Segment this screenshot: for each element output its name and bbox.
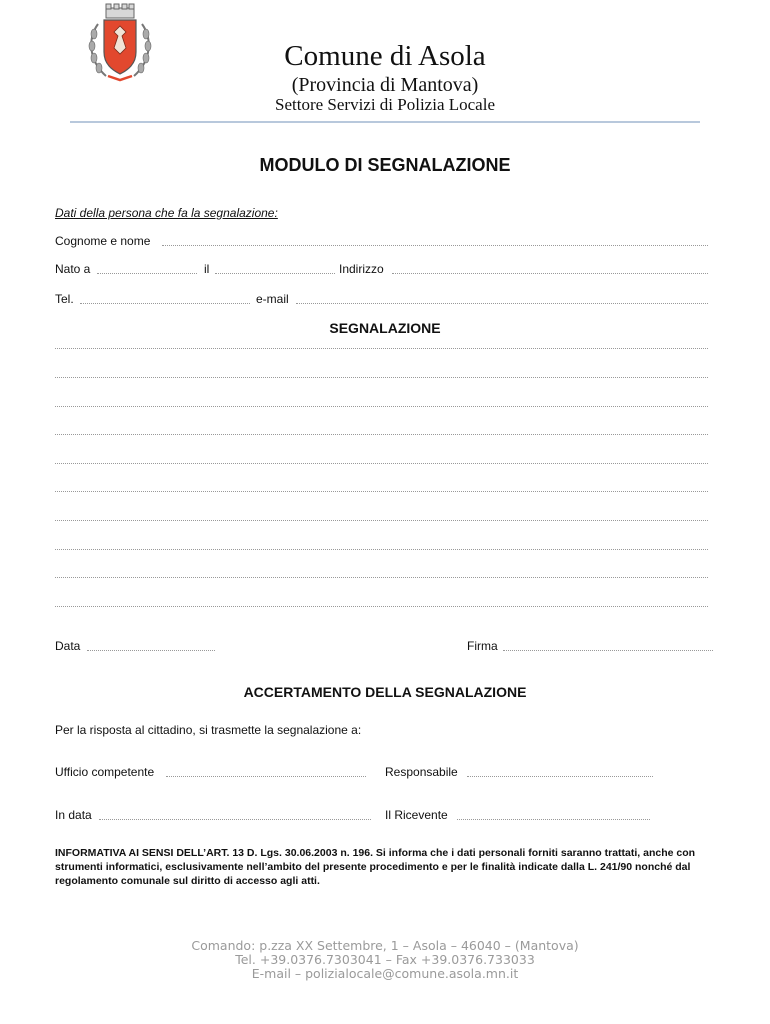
footer-email: E-mail – polizialocale@comune.asola.mn.it: [251, 966, 519, 981]
form-title: MODULO DI SEGNALAZIONE: [259, 155, 511, 175]
report-line[interactable]: [55, 377, 708, 378]
report-line[interactable]: [55, 606, 708, 607]
footer-address: Comando: p.zza XX Settembre, 1 – Asola – 46040 – (Mantova): [191, 938, 579, 953]
receiver-field[interactable]: [457, 819, 650, 820]
birth-date-field[interactable]: [215, 273, 335, 274]
report-line[interactable]: [55, 520, 708, 521]
surname-name-label: Cognome e nome: [55, 234, 151, 248]
birth-date-label: il: [204, 262, 210, 276]
receiver-label: Il Ricevente: [385, 808, 448, 822]
in-date-field[interactable]: [99, 819, 371, 820]
report-line[interactable]: [55, 434, 708, 435]
privacy-notice: INFORMATIVA AI SENSI DELL’ART. 13 D. Lgs. 30.06.2003 n. 196. Si informa che i dati personali forniti saranno trattati, anche con strumenti informatici, esclusivamente nell’ambito del presente procedimento e per le finalità indicate dalla L. 241/90 nonché dal regolamento comunale sul diritto di accesso agli atti.: [55, 847, 696, 887]
signature-label: Firma: [467, 639, 498, 653]
department-subtitle: Settore Servizi di Polizia Locale: [275, 95, 495, 114]
report-heading: SEGNALAZIONE: [329, 320, 441, 336]
header-divider: [70, 121, 700, 123]
email-label: e-mail: [256, 292, 289, 306]
in-date-label: In data: [55, 808, 92, 822]
verification-intro: Per la risposta al cittadino, si trasmette la segnalazione a:: [55, 723, 362, 737]
report-line[interactable]: [55, 406, 708, 407]
municipality-title: Comune di Asola: [284, 40, 486, 72]
reporter-heading: Dati della persona che fa la segnalazione:: [55, 206, 278, 220]
report-line[interactable]: [55, 491, 708, 492]
birthplace-field[interactable]: [97, 273, 197, 274]
address-label: Indirizzo: [339, 262, 384, 276]
date-field[interactable]: [87, 650, 215, 651]
signature-field[interactable]: [503, 650, 713, 651]
verification-heading: ACCERTAMENTO DELLA SEGNALAZIONE: [243, 684, 527, 700]
phone-label: Tel.: [55, 292, 74, 306]
footer-phone-fax: Tel. +39.0376.7303041 – Fax +39.0376.733033: [235, 952, 535, 967]
email-field[interactable]: [296, 303, 708, 304]
office-field[interactable]: [166, 776, 366, 777]
born-at-label: Nato a: [55, 262, 91, 276]
date-label: Data: [55, 639, 81, 653]
report-line[interactable]: [55, 549, 708, 550]
report-line[interactable]: [55, 348, 708, 349]
manager-field[interactable]: [467, 776, 653, 777]
address-field[interactable]: [392, 273, 708, 274]
report-line[interactable]: [55, 577, 708, 578]
manager-label: Responsabile: [385, 765, 458, 779]
surname-name-field[interactable]: [162, 245, 708, 246]
province-subtitle: (Provincia di Mantova): [291, 74, 479, 96]
phone-field[interactable]: [80, 303, 250, 304]
office-label: Ufficio competente: [55, 765, 155, 779]
report-line[interactable]: [55, 463, 708, 464]
